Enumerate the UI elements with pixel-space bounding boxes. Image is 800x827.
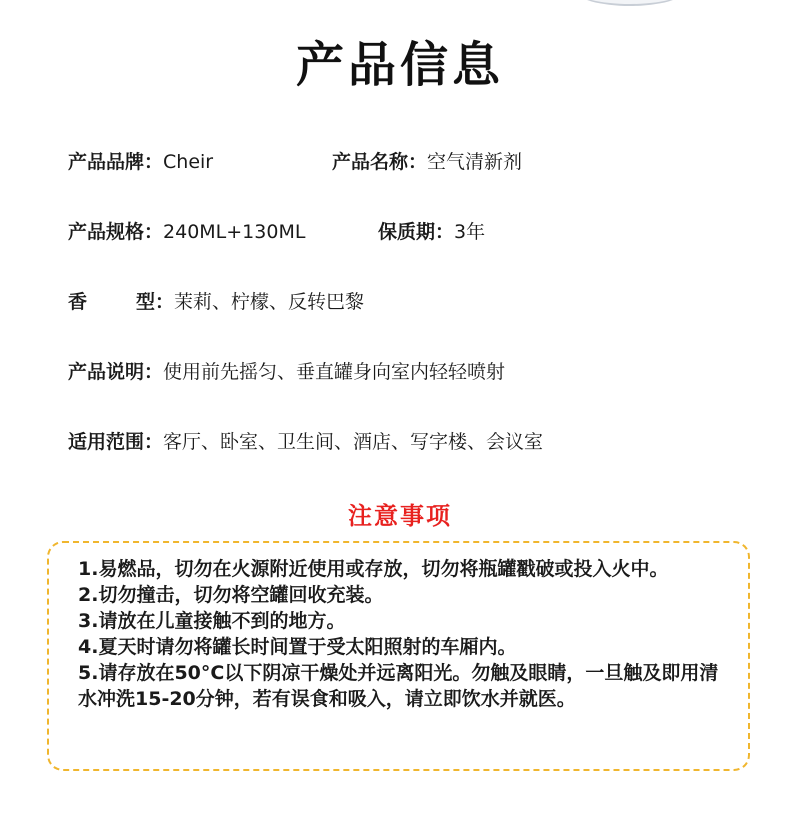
- page-title: 产品信息: [295, 37, 504, 93]
- row-scent: [68, 290, 364, 314]
- notice-item: 2.切勿撞击，切勿将空罐回收充装。: [78, 584, 384, 606]
- notice-title: 注意事项: [348, 502, 452, 530]
- usage-value: 使用前先摇匀、垂直罐身向室内轻轻喷射: [163, 361, 506, 383]
- row-scope: [68, 430, 543, 454]
- row-product-name: [332, 150, 522, 174]
- notice-list: [78, 556, 728, 712]
- row-shelf-life: [378, 220, 485, 244]
- notice-item: 3.请放在儿童接触不到的地方。: [78, 610, 346, 632]
- notice-item: 1.易燃品，切勿在火源附近使用或存放，切勿将瓶罐戳破或投入火中。: [78, 558, 669, 580]
- shelf-label: 保质期：: [378, 221, 455, 243]
- decorative-arc: [575, 0, 685, 6]
- spec-value: 240ML+130ML: [163, 221, 306, 243]
- scope-value: 客厅、卧室、卫生间、酒店、写字楼、会议室: [163, 431, 544, 453]
- notice-item: 5.请存放在50°C以下阴凉干燥处并远离阳光。勿触及眼睛，一旦触及即用清水冲洗15-20分钟，若有误食和吸入，请立即饮水并就医。: [78, 662, 719, 710]
- scent-label-b: 型：: [136, 291, 175, 313]
- row-spec: [68, 220, 305, 244]
- name-label: 产品名称：: [332, 151, 428, 173]
- name-value: 空气清新剂: [427, 151, 523, 173]
- scent-label-a: 香: [68, 291, 88, 313]
- scent-value: 茉莉、柠檬、反转巴黎: [174, 291, 365, 313]
- row-brand-name: [68, 150, 213, 174]
- usage-label: 产品说明：: [68, 361, 164, 383]
- brand-label: 产品品牌：: [68, 151, 164, 173]
- shelf-value: 3年: [454, 221, 486, 243]
- brand-value: Cheir: [163, 151, 214, 173]
- scope-label: 适用范围：: [68, 431, 164, 453]
- notice-item: 4.夏天时请勿将罐长时间置于受太阳照射的车厢内。: [78, 636, 517, 658]
- spec-label: 产品规格：: [68, 221, 164, 243]
- row-usage: [68, 360, 505, 384]
